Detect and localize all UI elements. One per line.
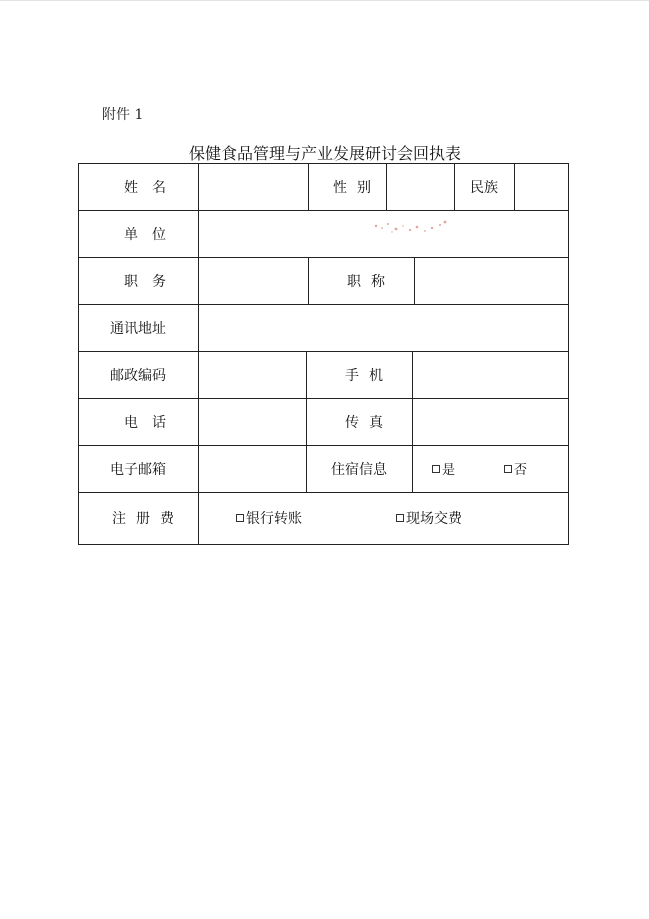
checkbox-icon[interactable] xyxy=(236,514,244,522)
table-line xyxy=(78,544,569,545)
accommodation-no-label: 否 xyxy=(514,463,528,478)
checkbox-icon[interactable] xyxy=(504,465,512,473)
table-line xyxy=(568,163,569,545)
gender-field[interactable] xyxy=(387,164,454,210)
unit-label: 单位 xyxy=(124,226,180,243)
address-label: 通讯地址 xyxy=(110,320,166,337)
job-title-label: 职称 xyxy=(347,273,395,290)
mobile-field[interactable] xyxy=(413,352,568,398)
email-label: 电子邮箱 xyxy=(110,461,166,478)
job-title-field[interactable] xyxy=(415,258,568,304)
fee-label: 注册费 xyxy=(112,511,184,527)
position-field[interactable] xyxy=(199,258,308,304)
attachment-label: 附件 1 xyxy=(102,107,144,123)
accommodation-no-option[interactable] xyxy=(504,445,527,492)
phone-field[interactable] xyxy=(199,399,306,445)
checkbox-icon[interactable] xyxy=(432,465,440,473)
stamp-mark-icon xyxy=(370,218,450,238)
position-label: 职务 xyxy=(124,273,180,290)
accommodation-label: 住宿信息 xyxy=(331,461,387,478)
accommodation-yes-option[interactable] xyxy=(432,445,455,492)
ethnicity-label: 民族 xyxy=(470,179,498,196)
ethnicity-field[interactable] xyxy=(515,164,568,210)
email-field[interactable] xyxy=(199,446,306,492)
fax-label: 传真 xyxy=(345,414,393,431)
fee-bank-label: 银行转账 xyxy=(246,511,302,527)
mobile-label: 手机 xyxy=(345,367,393,384)
address-field[interactable] xyxy=(199,305,568,351)
name-label: 姓名 xyxy=(124,179,180,196)
fax-field[interactable] xyxy=(413,399,568,445)
fee-onsite-option[interactable] xyxy=(396,492,462,544)
fee-onsite-label: 现场交费 xyxy=(406,511,462,527)
fee-bank-option[interactable] xyxy=(236,492,302,544)
gender-label: 性别 xyxy=(333,179,381,196)
name-field[interactable] xyxy=(199,164,308,210)
phone-label: 电话 xyxy=(124,414,180,431)
checkbox-icon[interactable] xyxy=(396,514,404,522)
accommodation-yes-label: 是 xyxy=(442,463,456,478)
postcode-field[interactable] xyxy=(199,352,306,398)
form-title: 保健食品管理与产业发展研讨会回执表 xyxy=(188,144,461,163)
postcode-label: 邮政编码 xyxy=(110,367,166,384)
